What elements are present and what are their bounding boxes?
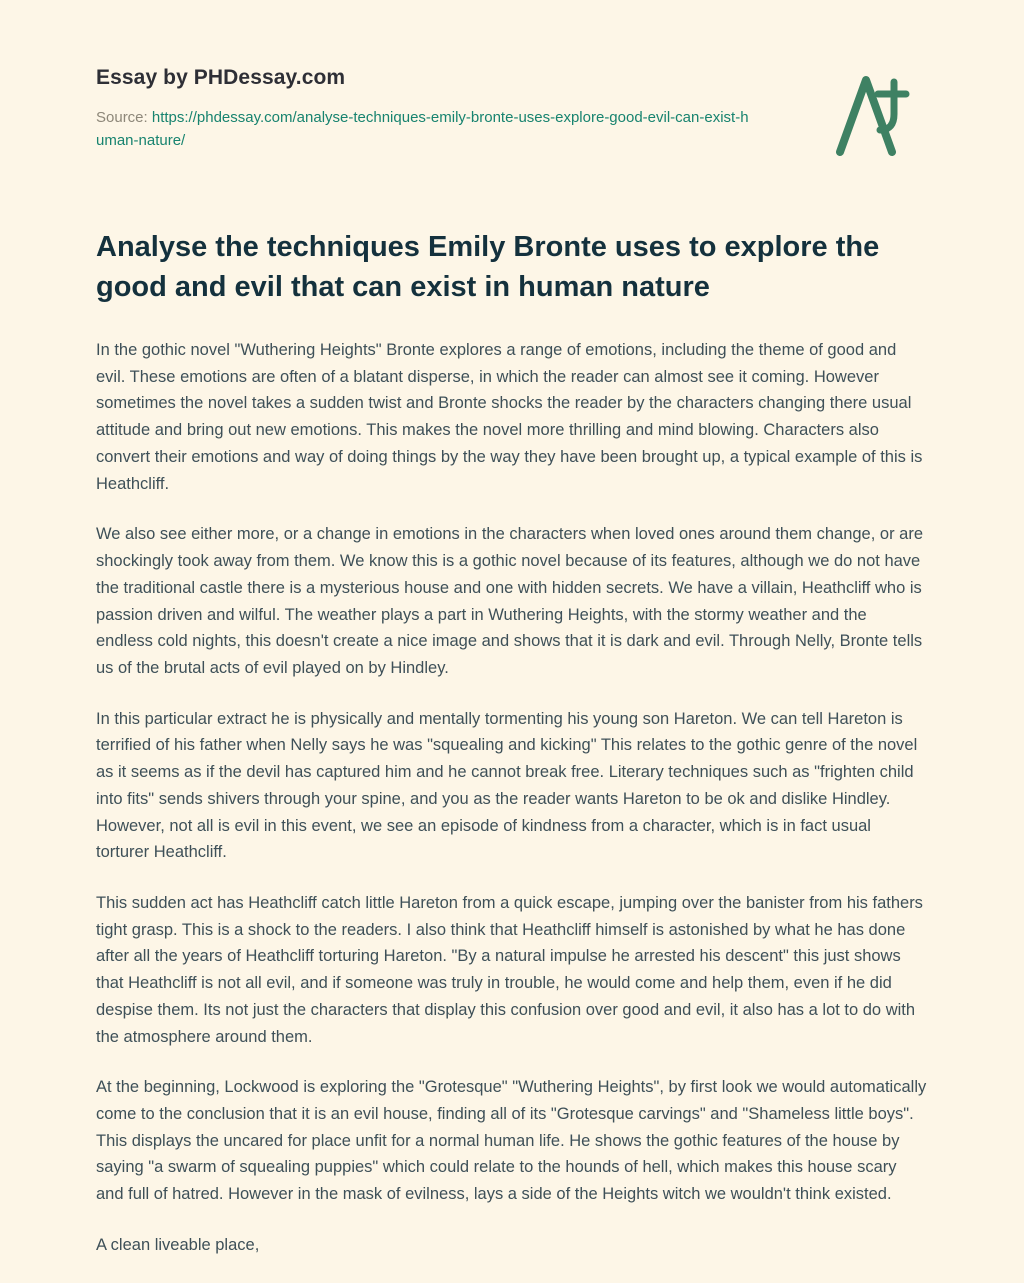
header-text-block xyxy=(96,66,756,153)
source-line xyxy=(96,106,756,153)
source-label: Source: xyxy=(96,109,148,126)
essay-title: Analyse the techniques Emily Bronte uses to explore the good and evil that can exist in human nature xyxy=(96,231,880,304)
essay-paragraph: We also see either more, or a change in emotions in the characters when loved ones around them change, or are shockingly took away from them. We know this is a gothic novel because of its features, although we do not have the traditional castle there is a mysterious house and one with hidden secrets. We have a villain, Heathcliff who is passion driven and wilful. The weather plays a part in Wuthering Heights, with the stormy weather and the endless cold nights, this doesn't create a nice image and shows that it is dark and evil. Through Nelly, Bronte tells us of the brutal acts of evil played on by Hindley. xyxy=(96,525,924,677)
essay-paragraph: In this particular extract he is physically and mentally tormenting his young son Hareton. We can tell Hareton is terrified of his father when Nelly says he was "squealing and kicking" This relates to the gothic genre of the novel as it seems as if the devil has captured him and he cannot break free. Literary techniques such as "frighten child into fits" sends shivers through your spine, and you as the reader wants Hareton to be ok and dislike Hindley. However, not all is evil in this event, we see an episode of kindness from a character, which is in fact usual torturer Heathcliff. xyxy=(96,709,918,862)
essay-paragraph: At the beginning, Lockwood is exploring the "Grotesque" "Wuthering Heights", by first look we would automatically come to the conclusion that it is an evil house, finding all of its "Grotesque carvings" and "Shameless little boys". This displays the uncared for place unfit for a normal human life. He shows the gothic features of the house by saying "a swarm of squealing puppies" which could relate to the hounds of hell, which makes this house scary and full of hatred. However in the mask of evilness, lays a side of the Heights witch we wouldn't think existed. xyxy=(96,1078,927,1204)
source-url-link[interactable]: https://phdessay.com/analyse-techniques-emily-bronte-uses-explore-good-evil-can-exist-human-nature/ xyxy=(96,109,749,150)
essay-paragraph: A clean liveable place, xyxy=(96,1235,260,1254)
phdessay-logo-icon xyxy=(832,72,910,163)
page-header xyxy=(96,66,928,163)
essay-paragraph: In the gothic novel "Wuthering Heights" Bronte explores a range of emotions, including the theme of good and evil. These emotions are often of a blatant disperse, in which the reader can almost see it coming. However sometimes the novel takes a sudden twist and Bronte shocks the reader by the characters changing there usual attitude and bring out new emotions. This makes the novel more thrilling and mind blowing. Characters also convert their emotions and way of doing things by the way they have been brought up, a typical example of this is Heathcliff. xyxy=(96,341,923,493)
essay-byline: Essay by PHDessay.com xyxy=(96,66,346,89)
essay-paragraph: This sudden act has Heathcliff catch little Hareton from a quick escape, jumping over the banister from his fathers tight grasp. This is a shock to the readers. I also think that Heathcliff himself is astonished by what he has done after all the years of Heathcliff torturing Hareton. "By a natural impulse he arrested his descent" this just shows that Heathcliff is not all evil, and if someone was truly in trouble, he would come and help them, even if he did despise them. Its not just the characters that display this confusion over good and evil, it also has a lot to do with the atmosphere around them. xyxy=(96,893,923,1046)
essay-body xyxy=(96,337,928,1259)
